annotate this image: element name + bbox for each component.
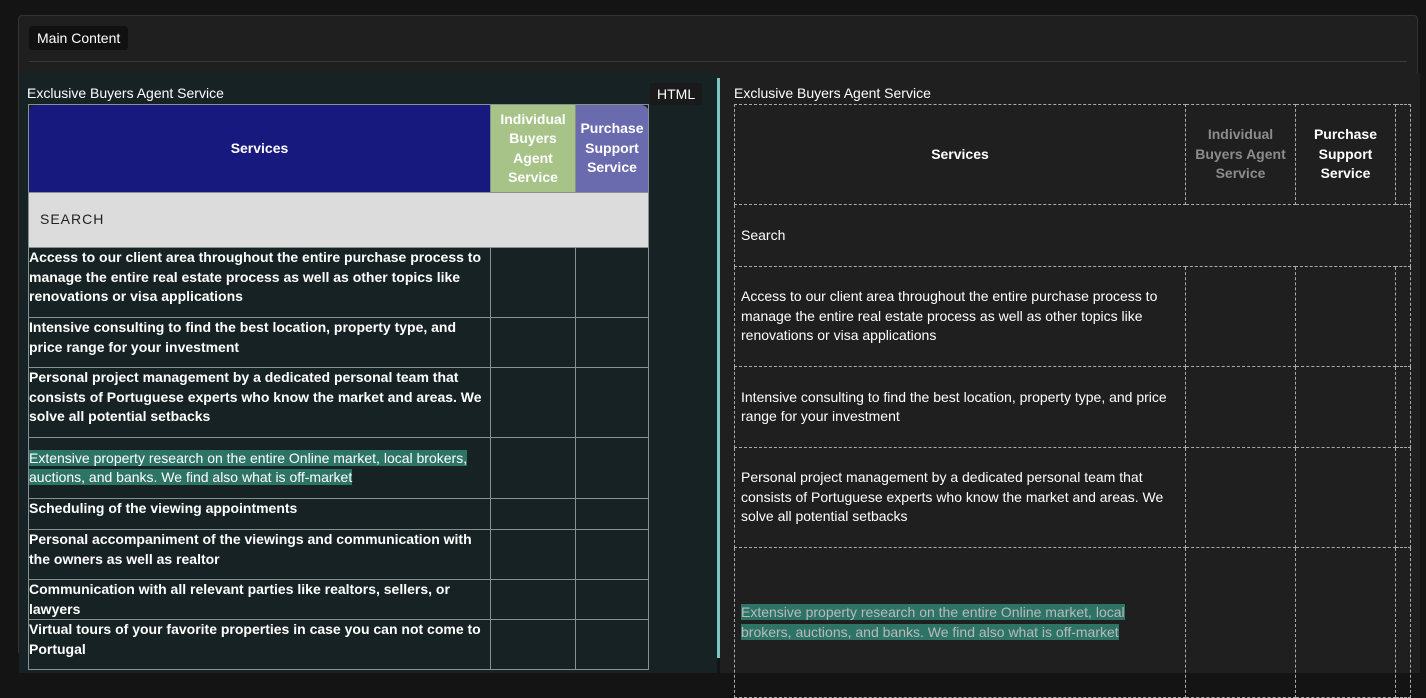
check-cell: [491, 530, 576, 580]
check-cell: [576, 530, 649, 580]
check-cell: [576, 620, 649, 670]
service-row: Intensive consulting to find the best location, property type, and price range for your investment: [29, 318, 491, 368]
header-extra: [1396, 105, 1411, 205]
check-cell: [1296, 448, 1396, 548]
check-cell: [1186, 448, 1296, 548]
extra-cell: [1396, 267, 1411, 367]
search-row: Search: [735, 205, 1411, 267]
check-cell: [1296, 267, 1396, 367]
top-divider: [29, 61, 1407, 62]
header-individual: Individual Buyers Agent Service: [1186, 105, 1296, 205]
service-row-highlighted: [735, 548, 1186, 698]
extra-cell: [1396, 367, 1411, 448]
check-cell: [491, 318, 576, 368]
header-purchase: Purchase Support Service: [1296, 105, 1396, 205]
table-caption: Exclusive Buyers Agent Service: [734, 85, 931, 101]
rendered-preview-panel: [19, 73, 717, 673]
service-row: Intensive consulting to find the best location, property type, and price range for your investment: [735, 367, 1186, 448]
check-cell: [1186, 367, 1296, 448]
extra-cell: [1396, 448, 1411, 548]
header-purchase: Purchase Support Service: [576, 105, 649, 193]
highlighted-text[interactable]: Extensive property research on the entire Online market, local brokers, auctions, and banks. We find also what is off-market: [29, 449, 468, 485]
check-cell: [576, 368, 649, 438]
search-row: SEARCH: [29, 193, 649, 248]
check-cell: [576, 248, 649, 318]
check-cell: [1296, 548, 1396, 698]
main-content-tag: Main Content: [29, 26, 128, 50]
header-services: Services: [29, 105, 491, 193]
check-cell: [491, 580, 576, 620]
highlighted-text[interactable]: Extensive property research on the entire Online market, local brokers, auctions, and banks. We find also what is off-market: [741, 604, 1125, 640]
service-row: Personal project management by a dedicated personal team that consists of Portuguese experts who know the market and areas. We solve all potential setbacks: [29, 368, 491, 438]
header-services: Services: [735, 105, 1186, 205]
service-row: Scheduling of the viewing appointments: [29, 499, 491, 530]
check-cell: [491, 368, 576, 438]
table-caption: Exclusive Buyers Agent Service: [27, 85, 224, 101]
service-row-highlighted: [29, 438, 491, 499]
code-preview-panel: [720, 73, 1420, 673]
service-row: Personal project management by a dedicated personal team that consists of Portuguese experts who know the market and areas. We solve all potential setbacks: [735, 448, 1186, 548]
check-cell: [1296, 367, 1396, 448]
html-tab[interactable]: HTML: [650, 83, 702, 105]
check-cell: [491, 620, 576, 670]
extra-cell: [1396, 548, 1411, 698]
service-row: Access to our client area throughout the entire purchase process to manage the entire real estate process as well as other topics like renovations or visa applications: [735, 267, 1186, 367]
service-row: Virtual tours of your favorite properties in case you can not come to Portugal: [29, 620, 491, 670]
check-cell: [576, 580, 649, 620]
header-individual: Individual Buyers Agent Service: [491, 105, 576, 193]
check-cell: [576, 499, 649, 530]
main-content-frame: [18, 15, 1418, 655]
services-table: [28, 104, 649, 670]
check-cell: [1186, 548, 1296, 698]
check-cell: [491, 248, 576, 318]
service-row: Access to our client area throughout the entire purchase process to manage the entire real estate process as well as other topics like renovations or visa applications: [29, 248, 491, 318]
services-table-outline: [734, 104, 1411, 698]
check-cell: [576, 318, 649, 368]
check-cell: [491, 438, 576, 499]
check-cell: [491, 499, 576, 530]
check-cell: [576, 438, 649, 499]
check-cell: [1186, 267, 1296, 367]
service-row: Personal accompaniment of the viewings and communication with the owners as well as realtor: [29, 530, 491, 580]
service-row: Communication with all relevant parties like realtors, sellers, or lawyers: [29, 580, 491, 620]
